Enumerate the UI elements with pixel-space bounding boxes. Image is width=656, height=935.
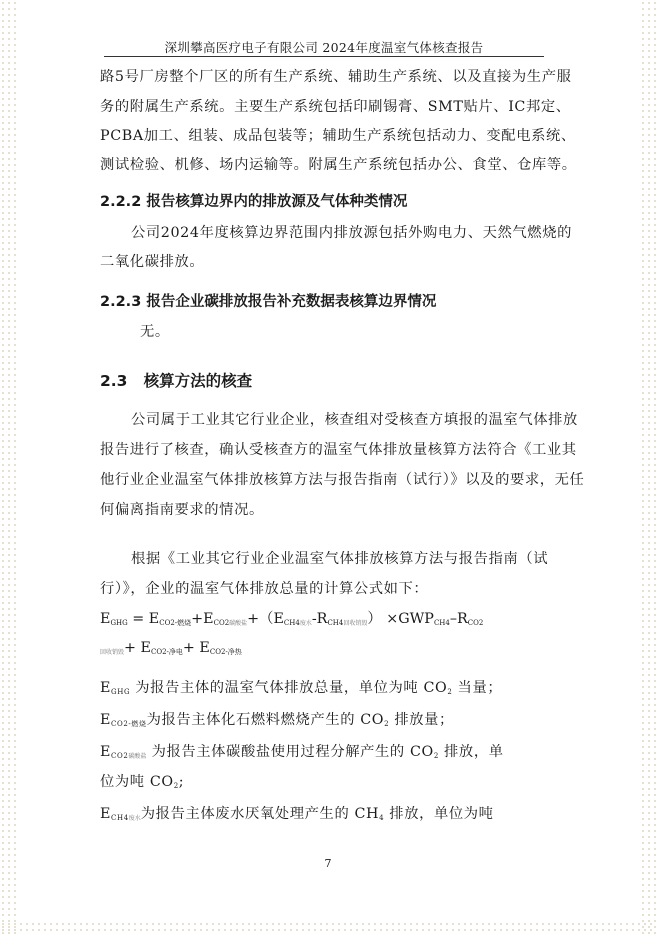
definition-eco2-carbonate: $E_{CO2}$碳酸盐 为报告主体碳酸盐使用过程分解产生的 $CO_2$ 排放，单 [100, 744, 504, 760]
section-title: 核算方法的核查 [143, 372, 253, 390]
left-decorative-border [0, 0, 16, 935]
definition-eco2-combustion: $E_{CO2-燃烧}$为报告主体化石燃料燃烧产生的 $CO_2$ 排放量； [100, 712, 454, 728]
section-heading-2-3 [100, 369, 252, 391]
body-line: 何偏离指南要求的情况。 [100, 502, 264, 518]
body-line: 公司属于工业其它行业企业，核查组对受核查方填报的温室气体排放 [131, 412, 578, 428]
header-rule [104, 56, 544, 57]
right-decorative-border [640, 0, 656, 935]
bottom-decorative-border [0, 921, 656, 935]
definition-eco2-carbonate-cont: 位为吨 $CO_2$; [100, 774, 185, 790]
body-line: 报告进行了核查，确认受核查方的温室气体排放量核算方法符合《工业其 [100, 442, 577, 458]
body-line: 路5号厂房整个厂区的所有生产系统、辅助生产系统、以及直接为生产服 [100, 69, 572, 85]
body-line: 二氧化碳排放。 [100, 254, 205, 270]
body-line: 他行业企业温室气体排放核算方法与报告指南（试行）》以及的要求，无任 [100, 472, 585, 488]
body-line: 行）》，企业的温室气体排放总量的计算公式如下： [100, 581, 429, 597]
page-number: 7 [324, 857, 332, 870]
body-line: 无。 [140, 324, 170, 340]
section-heading-2-2-3: 2.2.3 报告企业碳排放报告补充数据表核算边界情况 [100, 294, 437, 310]
formula-line-1: $E_{GHG} = E_{CO2-燃烧}+E_{CO2}$碳酸盐$+(E_{CH4}$废水$-R_{CH4}$回收销毁） $\times GWP_{CH4}-R_{CO2}$ [100, 611, 484, 627]
formula-line-2: 回收销毁+ $E_{CO2-净电}+ E_{CO2-净热}$ [100, 640, 242, 656]
body-line: PCBA加工、组装、成品包装等；辅助生产系统包括动力、变配电系统、 [100, 128, 576, 144]
section-number: 2.3 [100, 372, 128, 390]
definition-ech4-wastewater: $E_{CH4}$废水为报告主体废水厌氧处理产生的 $CH_4$ 排放，单位为吨 [100, 806, 494, 822]
definition-eghg: $E_{GHG}$ 为报告主体的温室气体排放总量，单位为吨 $CO_2$ 当量； [100, 680, 503, 696]
section-heading-2-2-2: 2.2.2 报告核算边界内的排放源及气体种类情况 [100, 194, 408, 210]
body-line: 务的附属生产系统。主要生产系统包括印刷锡膏、SMT贴片、IC邦定、 [100, 99, 571, 115]
body-line: 根据《工业其它行业企业温室气体排放核算方法与报告指南（试 [131, 551, 549, 567]
body-line: 公司2024年度核算边界范围内排放源包括外购电力、天然气燃烧的 [131, 225, 572, 241]
page-header: 深圳攀高医疗电子有限公司 2024年度温室气体核查报告 [164, 40, 484, 55]
body-line: 测试检验、机修、场内运输等。附属生产系统包括办公、食堂、仓库等。 [100, 157, 577, 173]
